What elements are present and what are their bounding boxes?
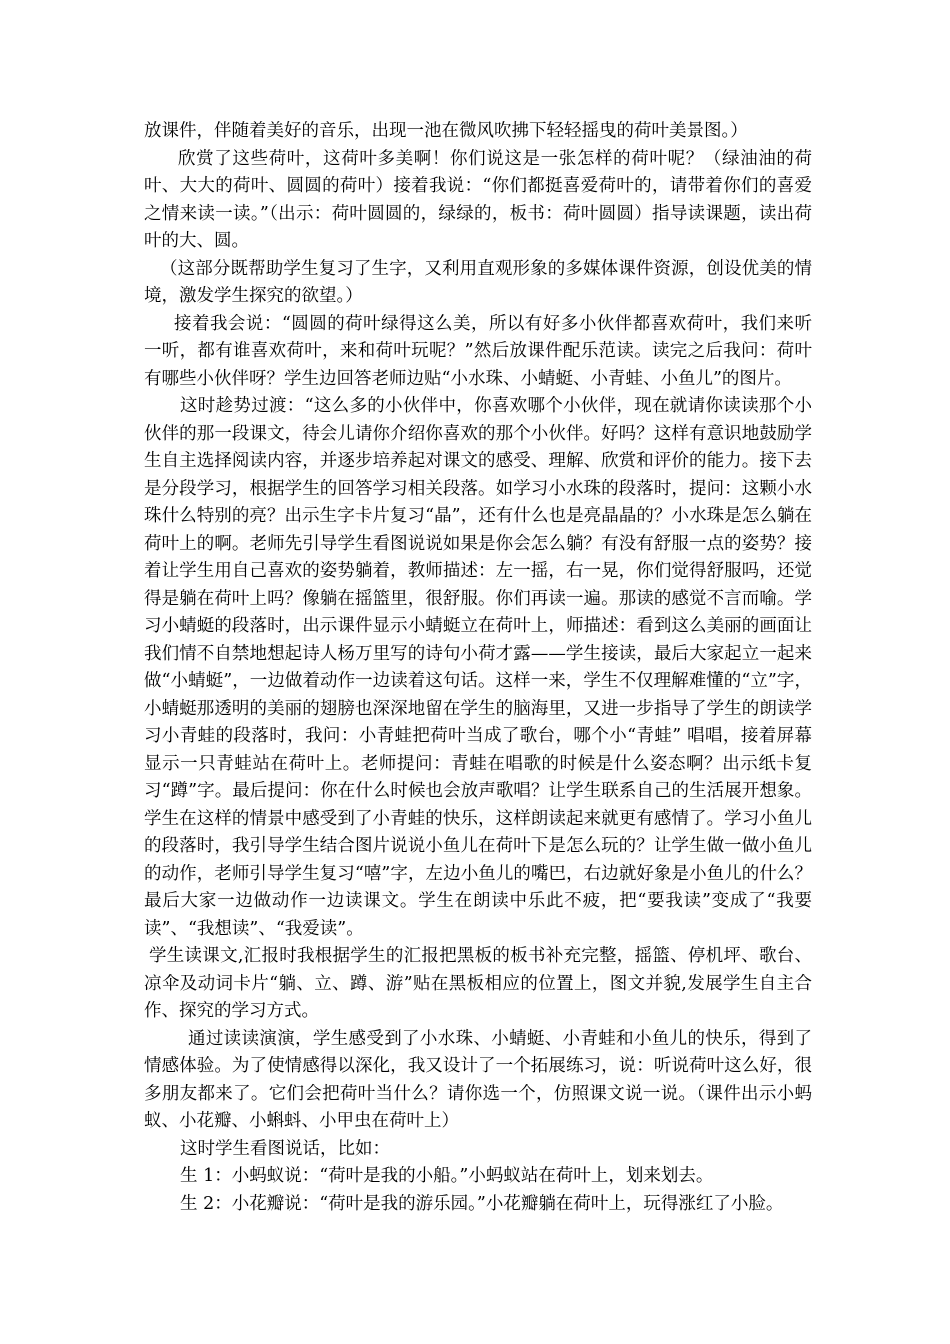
paragraph-listen-reading: 接着我会说：“圆圆的荷叶绿得这么美，所以有好多小伙伴都喜欢荷叶，我们来听一听，都有谁喜欢荷叶，来和荷叶玩呢？”然后放课件配乐范读。读完之后我问：荷叶有哪些小伙伴呀？学生边回答老师边贴“小水珠、小蜻蜓、小青蛙、小鱼儿”的图片。 (144, 313, 812, 389)
paragraph-student-2: 生 2：小花瓣说：“荷叶是我的游乐园。”小花瓣躺在荷叶上，玩得涨红了小脸。 (180, 1193, 784, 1214)
paragraph-intro-continuation: 放课件，伴随着美好的音乐，出现一池在微风吹拂下轻轻摇曳的荷叶美景图。） (144, 121, 748, 141)
paragraph-design-note: （这部分既帮助学生复习了生字，又利用直观形象的多媒体课件资源，创设优美的情境，激发学生探究的欲望。） (144, 258, 812, 306)
paragraph-extension-exercise: 通过读读演演，学生感受到了小水珠、小蜻蜓、小青蛙和小鱼儿的快乐，得到了情感体验。为了使情感得以深化，我又设计了一个拓展练习，说：听说荷叶这么好，很多朋友都来了。它们会把荷叶当什么？请你选一个，仿照课文说一说。（课件出示小蚂蚁、小花瓣、小蝌蚪、小甲虫在荷叶上） (144, 1028, 812, 1131)
paragraph-picture-talk: 这时学生看图说话，比如： (180, 1138, 390, 1159)
paragraph-appreciate-lotus: 欣赏了这些荷叶，这荷叶多美啊！你们说这是一张怎样的荷叶呢？（绿油油的荷叶、大大的荷叶、圆圆的荷叶）接着我说：“你们都挺喜爱荷叶的，请带着你们的喜爱之情来读一读。”（出示：荷叶圆圆的，绿绿的，板书：荷叶圆圆）指导读课题，读出荷叶的大、圆。 (144, 148, 812, 251)
paragraph-blackboard: 学生读课文,汇报时我根据学生的汇报把黑板的板书补充完整，摇篮、停机坪、歌台、凉伞及动词卡片“躺、立、蹲、游”贴在黑板相应的位置上，图文并貌,发展学生自主合作、探究的学习方式。 (144, 946, 812, 1021)
paragraph-section-study: 这时趁势过渡：“这么多的小伙伴中，你喜欢哪个小伙伴，现在就请你读读那个小伙伴的那一段课文，待会儿请你介绍你喜欢的那个小伙伴。好吗？这样有意识地鼓励学生自主选择阅读内容，并逐步培养起对课文的感受、理解、欣赏和评价的能力。接下去是分段学习，根据学生的回答学习相关段落。如学习小水珠的段落时，提问：这颗小水珠什么特别的亮？出示生字卡片复习“晶”，还有什么也是亮晶晶的？小水珠是怎么躺在荷叶上的啊。老师先引导学生看图说说如果是你会怎么躺？有没有舒服一点的姿势？接着让学生用自己喜欢的姿势躺着，教师描述：左一摇，右一晃，你们觉得舒服吗，还觉得是躺在荷叶上吗？像躺在摇篮里，很舒服。你们再读一遍。那读的感觉不言而喻。学习小蜻蜓的段落时，出示课件显示小蜻蜓立在荷叶上，师描述：看到这么美丽的画面让我们情不自禁地想起诗人杨万里写的诗句小荷才露——学生接读，最后大家起立一起来做“小蜻蜓”，一边做着动作一边读着这句话。这样一来，学生不仅理解难懂的“立”字，小蜻蜓那透明的美丽的翅膀也深深地留在学生的脑海里，又进一步指导了学生的朗读学习小青蛙的段落时，我问：小青蛙把荷叶当成了歌台，哪个小“青蛙” 唱唱，接着屏幕显示一只青蛙站在荷叶上。老师提问：青蛙在唱歌的时候是什么姿态啊？出示纸卡复习“蹲”字。最后提问：你在什么时候也会放声歌唱？让学生联系自己的生活展开想象。学生在这样的情景中感受到了小青蛙的快乐，这样朗读起来就更有感情了。学习小鱼儿的段落时，我引导学生结合图片说说小鱼儿在荷叶下是怎么玩的？让学生做一做小鱼儿的动作，老师引导学生复习“嘻”字，左边小鱼儿的嘴巴，右边就好象是小鱼儿的什么？最后大家一边做动作一边读课文。学生在朗读中乐此不疲，把“要我读”变成了“我要读”、“我想读”、“我爱读”。 (144, 396, 812, 939)
document-body (144, 118, 812, 1218)
paragraph-student-1: 生 1：小蚂蚁说：“荷叶是我的小船。”小蚂蚁站在荷叶上，划来划去。 (180, 1166, 714, 1186)
